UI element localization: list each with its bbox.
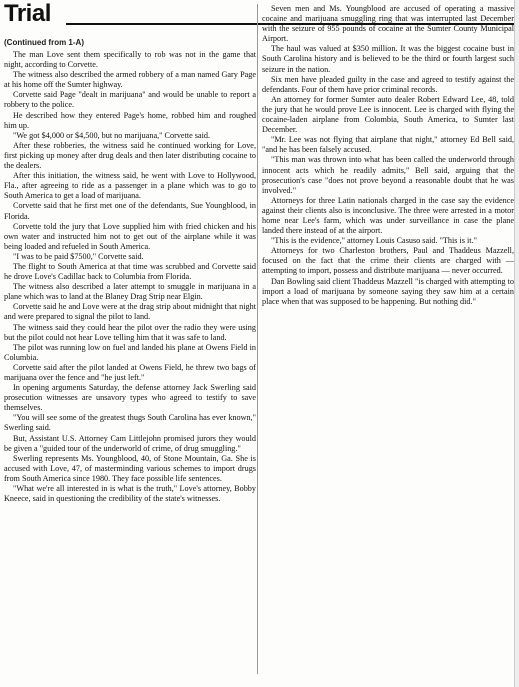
paragraph: An attorney for former Sumter auto dealer Robert Edward Lee, 48, told the jury that he would prove Lee is innocent. Lee is charged with flying the cocaine-laden airplane from Colombia, South America, to Sumter last December. bbox=[262, 94, 514, 135]
paragraph: The pilot was running low on fuel and landed his plane at Owens Field in Columbia. bbox=[4, 342, 256, 362]
paragraph: "We got $4,000 or $4,500, but no marijuana," Corvette said. bbox=[13, 130, 211, 140]
headline-title: Trial bbox=[4, 0, 51, 27]
paragraph: Corvette said Page "dealt in marijuana" and would be unable to report a robbery to the police. bbox=[4, 90, 256, 110]
paragraph: "I was to be paid $7500," Corvette said. bbox=[13, 251, 144, 261]
paragraph: The witness also described a later attempt to smuggle in marijuana in a plane which was to land at the Blaney Drag Strip near Elgin. bbox=[4, 282, 256, 302]
paragraph: Attorneys for three Latin nationals charged in the case say the evidence against their clients also is inconclusive. The three were arrested in a motor home near Lee's farm, which was under surveillance in case the plane landed there instead of at the airport. bbox=[262, 195, 514, 236]
paragraph: The man Love sent them specifically to rob was not in the game that night, according to Corvette. bbox=[4, 50, 256, 70]
paragraph: "This man was thrown into what has been called the underworld through innocent acts which he readily admits," Bell said, arguing that the prosecution's case "does not prove beyond a reasonable doubt that he was involved." bbox=[262, 155, 514, 195]
paragraph: Corvette said after the pilot landed at Owens Field, he threw two bags of marijuana over the fence and "he just left." bbox=[4, 362, 256, 382]
paragraph: Corvette said that he first met one of the defendants, Sue Youngblood, in Florida. bbox=[4, 201, 256, 221]
paragraph: After these robberies, the witness said he continued working for Love, first picking up money after drug deals and then later distributing cocaine to the dealers. bbox=[4, 140, 256, 171]
paragraph: "What we're all interested in is what is the truth," Love's attorney, Bobby Kneece, said in questioning the credibility of the state's witnesses. bbox=[4, 484, 256, 504]
paragraph: Corvette told the jury that Love supplied him with fried chicken and his own water and instructed him not to get out of the airplane while it was being loaded and refueled in South America. bbox=[4, 221, 256, 251]
paragraph: "Mr. Lee was not flying that airplane that night," attorney Ed Bell said, "and he has been falsely accused. bbox=[262, 135, 514, 155]
paragraph: Dan Bowling said client Thaddeus Mazzell "is charged with attempting to import a load of marijuana by someone saying they saw him at a certain place when that was supposed to be happening. But nothing did." bbox=[262, 276, 514, 306]
continued-note: (Continued from 1-A) bbox=[4, 38, 84, 47]
paragraph: Seven men and Ms. Youngblood are accused of operating a massive cocaine and marijuana smuggling ring that was interrupted last December with the seizure of 955 pounds of cocaine at the Sumter County Municipal Airport. bbox=[262, 4, 514, 44]
column-divider bbox=[257, 4, 258, 674]
page-edge bbox=[514, 0, 519, 687]
paragraph: Swerling represents Ms. Youngblood, 40, of Stone Mountain, Ga. She is accused with Love, 47, of masterminding various schemes to import drugs from South America since 1980. They face possible life sentences. bbox=[4, 453, 256, 483]
paragraph: The witness also described the armed robbery of a man named Gary Page at his home off the Sumter highway. bbox=[4, 70, 256, 90]
paragraph: Six men have pleaded guilty in the case and agreed to testify against the defendants. Four of them have prior criminal records. bbox=[262, 74, 514, 94]
paragraph: But, Assistant U.S. Attorney Cam Littlejohn promised jurors they would be given a "guided tour of the underworld of crime, of drug smuggling." bbox=[4, 433, 256, 453]
paragraph: Attorneys for two Charleston brothers, Paul and Thaddeus Mazzell, focused on the fact that the crime their clients are charged with — attempting to import, possess and distribute marijuana — never occurred. bbox=[262, 246, 514, 276]
paragraph: "You will see some of the greatest thugs South Carolina has ever known," Swerling said. bbox=[4, 413, 256, 433]
paragraph: He described how they entered Page's home, robbed him and roughed him up. bbox=[4, 110, 256, 130]
paragraph: Corvette said he and Love were at the drag strip about midnight that night and were prepared to signal the pilot to land. bbox=[4, 302, 256, 322]
paragraph: In opening arguments Saturday, the defense attorney Jack Swerling said prosecution witnesses are unsavory types who agreed to testify to save themselves. bbox=[4, 383, 256, 413]
paragraph: The witness said they could hear the pilot over the radio they were using but the pilot could not hear Love telling him that it was safe to land. bbox=[4, 322, 256, 342]
paragraph: "This is the evidence," attorney Louis Casuso said. "This is it." bbox=[271, 236, 477, 246]
paragraph: After this initiation, the witness said, he went with Love to Hollywood, Fla., after agreeing to ride as a passenger in a plane which was to go to South America to get a load of marijuana. bbox=[4, 171, 256, 201]
right-column bbox=[262, 4, 514, 307]
paragraph: The flight to South America at that time was scrubbed and Corvette said he drove Love's Cadillac back to Columbia from Florida. bbox=[4, 261, 256, 282]
left-column bbox=[4, 50, 256, 504]
paragraph: The haul was valued at $350 million. It was the biggest cocaine bust in South Carolina history and is believed to be the third or fourth largest such seizure in the nation. bbox=[262, 44, 514, 74]
